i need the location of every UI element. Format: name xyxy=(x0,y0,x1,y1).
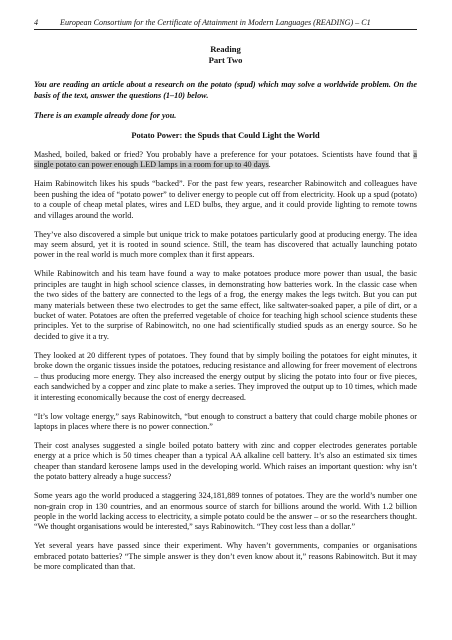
section-title-reading: Reading xyxy=(210,44,241,54)
section-title-part: Part Two xyxy=(208,55,243,65)
header-title: European Consortium for the Certificate of Attainment in Modern Languages (READING) – C1 xyxy=(60,18,371,27)
article-title: Potato Power: the Spuds that Could Light the World xyxy=(131,131,320,140)
section-title xyxy=(34,44,417,66)
article-paragraph: “It’s low voltage energy,” says Rabinowitch, “but enough to construct a battery that could charge mobile phones or laptops in places where there is no power connection.” xyxy=(34,411,417,431)
article-paragraph: Yet several years have passed since their experiment. Why haven’t governments, companies or organisations embraced potato batteries? “The simple answer is they don’t even know about it,” reasons Rabinowitch. But it may be more complicated than that. xyxy=(34,541,417,572)
example-highlight: a single potato can power enough LED lamps in a room for up to 40 days xyxy=(34,150,417,170)
instructions: You are reading an article about a research on the potato (spud) which may solve a worldwide problem. On the basis of the text, answer the questions (1–10) below. xyxy=(34,80,417,100)
page-content xyxy=(34,44,417,581)
paragraph-text: Mashed, boiled, baked or fried? You probably have a preference for your potatoes. Scientists have found that xyxy=(34,150,414,159)
article-paragraph: Their cost analyses suggested a single boiled potato battery with zinc and copper electrodes generates portable energy at a price which is 50 times cheaper than a typical AA alkaline cell battery. It’s also an estimated six times cheaper than standard kerosene lamps used in the developing world. Which raises an important question: why isn’t the potato battery already a huge success? xyxy=(34,440,417,482)
example-note: There is an example already done for you. xyxy=(34,111,177,120)
page-header xyxy=(34,17,417,30)
article-paragraph: Some years ago the world produced a staggering 324,181,889 tonnes of potatoes. They are the world’s number one non-grain crop in 130 countries, and an enormous source of starch for billions around the world. With 1.2 billion people in the world lacking access to electricity, a simple potato could be the answer – or so the researchers thought. “We thought organisations would be interested,” says Rabinowitch. “They cost less than a dollar.” xyxy=(34,491,417,532)
article-paragraph: They looked at 20 different types of potatoes. They found that by simply boiling the potatoes for eight minutes, it broke down the organic tissues inside the potatoes, reducing resistance and allowing for freer movement of electrons – thus producing more energy. They also increased the energy output by slicing the potato into four or five pieces, each sandwiched by a copper and zinc plate to make a series. They improved the output up to 10 times, which made it interesting economically because the cost of energy decreased. xyxy=(34,350,417,402)
article-paragraph: They’ve also discovered a simple but unique trick to make potatoes particularly good at producing energy. The idea may seem absurd, yet it is rooted in sound science. Still, the team has discovered that actually launching potato power in the real world is much more complex than it first appears. xyxy=(34,229,417,260)
page-number: 4 xyxy=(34,18,39,27)
article-paragraph: While Rabinowitch and his team have found a way to make potatoes produce more power than usual, the basic principles are taught in high school science classes, in demonstrating how batteries work. In the classic case when the two sides of the battery are connected to the legs of a frog, the energy makes the legs twitch. But you can put many materials between these two electrodes to get the same effect, like saltwater-soaked paper, a pile of dirt, or a bucket of water. Potatoes are often the preferred vegetable of choice for teaching high school science students these principles. Yet to the surprise of Rabinowitch, no one had scientifically studied spuds as an energy source. So he decided to give it a try. xyxy=(34,269,417,341)
paragraph-text: . xyxy=(268,160,271,170)
article-paragraph: Haim Rabinowitch likes his spuds “backed”. For the past few years, researcher Rabinowitch and colleagues have been pushing the idea of “potato power” to deliver energy to people cut off from electricity. Hook up a spud (potato) to a couple of cheap metal plates, wires and LED bulbs, they argue, and it could provide lighting to remote towns and villages around the world. xyxy=(34,179,417,220)
article-paragraph xyxy=(34,150,417,171)
